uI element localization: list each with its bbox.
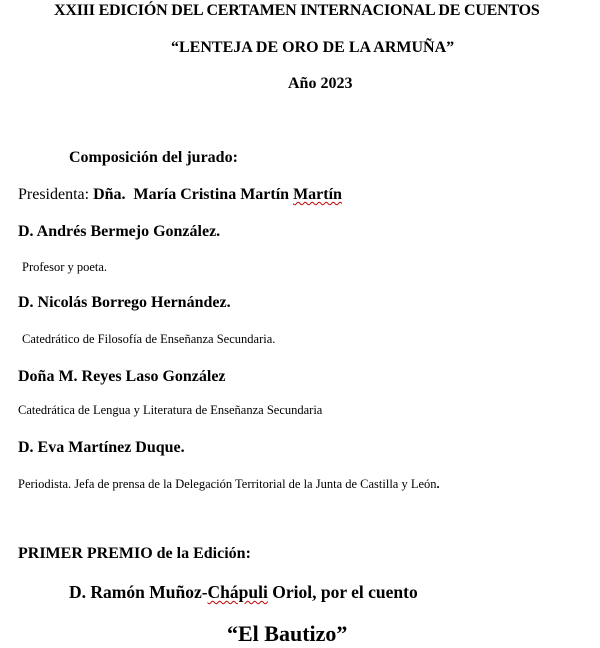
story-title: “El Bautizo” <box>227 621 348 646</box>
winner-name-flagged: Chápuli <box>207 582 268 602</box>
jury-member-description: Catedrático de Filosofía de Enseñanza Secundaria. <box>22 332 276 346</box>
prize-winner <box>69 582 418 603</box>
jury-member-name: Doña M. Reyes Laso González <box>18 368 226 385</box>
president-label: Presidenta: <box>18 186 94 203</box>
president-name-flagged: Martín <box>293 186 342 203</box>
jury-member-description <box>18 477 440 492</box>
prize-heading: PRIMER PREMIO de la Edición: <box>18 545 251 562</box>
contest-name: “LENTEJA DE ORO DE LA ARMUÑA” <box>171 39 455 56</box>
contest-title: XXIII EDICIÓN DEL CERTAMEN INTERNACIONAL DE CUENTOS <box>54 2 540 19</box>
jury-member-description: Catedrática de Lengua y Literatura de Enseñanza Secundaria <box>18 403 323 417</box>
winner-suffix: Oriol, por el cuento <box>267 582 418 602</box>
jury-member-name: D. Eva Martínez Duque. <box>18 439 185 456</box>
president-title: Dña. <box>93 186 134 203</box>
jury-heading: Composición del jurado: <box>69 149 238 166</box>
description-text: Periodista. Jefa de prensa de la Delegación Territorial de la Junta de Castilla y León <box>18 477 437 491</box>
president-name: María Cristina Martín <box>133 186 294 203</box>
winner-name: D. Ramón Muñoz- <box>69 582 208 602</box>
jury-member-name: D. Andrés Bermejo González. <box>18 223 221 240</box>
jury-member-name: D. Nicolás Borrego Hernández. <box>18 294 231 311</box>
jury-president <box>18 186 342 204</box>
contest-year: Año 2023 <box>288 75 353 92</box>
jury-member-description: Profesor y poeta. <box>22 260 108 274</box>
description-end: . <box>436 477 440 491</box>
